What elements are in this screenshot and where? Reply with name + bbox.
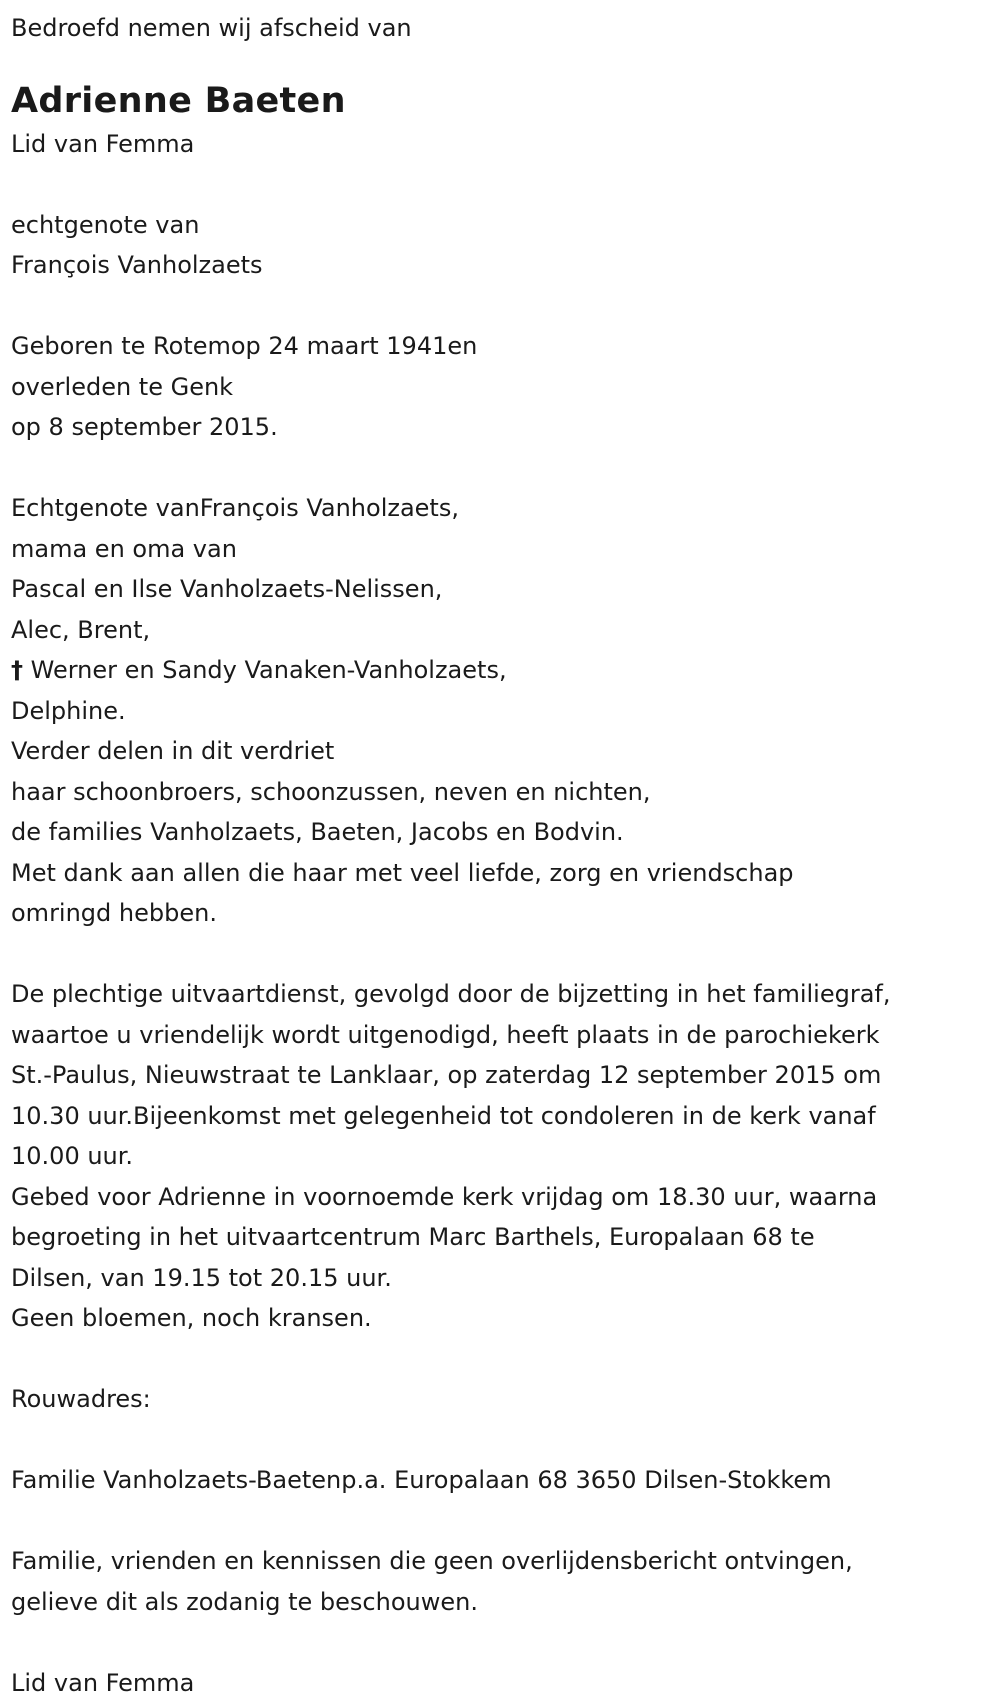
spacer [11, 164, 989, 205]
deceased-membership: Lid van Femma [11, 129, 195, 158]
prayer-line: begroeting in het uitvaartcentrum Marc Barthels, Europalaan 68 te [11, 1223, 815, 1251]
deceased-name: Adrienne Baeten [11, 80, 346, 121]
spacer [11, 1420, 989, 1461]
birth-line: Geboren te Rotemop 24 maart 1941en [11, 332, 478, 360]
address-value: Familie Vanholzaets-Baetenp.a. Europalaan 68 3650 Dilsen-Stokkem [11, 1466, 832, 1494]
family-section [11, 488, 989, 934]
cross-icon: † [11, 656, 23, 684]
footer-membership: Lid van Femma [11, 1668, 195, 1697]
service-line: St.-Paulus, Nieuwstraat te Lanklaar, op zaterdag 12 september 2015 om [11, 1061, 882, 1089]
spouse-label: echtgenote van [11, 210, 200, 239]
spacer [11, 448, 989, 489]
address-label: Rouwadres: [11, 1385, 151, 1413]
notice-line: Familie, vrienden en kennissen die geen overlijdensbericht ontvingen, [11, 1547, 853, 1575]
service-section [11, 974, 989, 1339]
prayer-line: Gebed voor Adrienne in voornoemde kerk vrijdag om 18.30 uur, waarna [11, 1182, 878, 1211]
spacer [11, 1501, 989, 1542]
death-place-line: overleden te Genk [11, 372, 234, 401]
family-child-line: Pascal en Ilse Vanholzaets-Nelissen, [11, 575, 443, 603]
prayer-line: Dilsen, van 19.15 tot 20.15 uur. [11, 1263, 392, 1292]
service-line: waartoe u vriendelijk wordt uitgenodigd, heeft plaats in de parochiekerk [11, 1020, 880, 1049]
family-thanks-line: omringd hebben. [11, 899, 217, 927]
service-line: De plechtige uitvaartdienst, gevolgd door de bijzetting in het familiegraf, [11, 980, 891, 1008]
family-child-line [11, 650, 989, 691]
family-grandchildren-line: Delphine. [11, 696, 126, 725]
spacer [11, 1622, 989, 1663]
family-grandchildren-line: Alec, Brent, [11, 615, 151, 644]
death-date-line: op 8 september 2015. [11, 413, 278, 441]
family-families-line: de families Vanholzaets, Baeten, Jacobs en Bodvin. [11, 818, 624, 846]
family-spouse-line: Echtgenote vanFrançois Vanholzaets, [11, 494, 459, 522]
flowers-line: Geen bloemen, noch kransen. [11, 1304, 372, 1332]
family-thanks-line: Met dank aan allen die haar met veel liefde, zorg en vriendschap [11, 858, 794, 887]
family-child-name: Werner en Sandy Vanaken-Vanholzaets, [30, 656, 507, 684]
service-line: 10.00 uur. [11, 1142, 134, 1170]
intro-text: Bedroefd nemen wij afscheid van [11, 14, 412, 42]
family-share-line: Verder delen in dit verdriet [11, 737, 335, 765]
spacer [11, 934, 989, 975]
spacer [11, 286, 989, 327]
family-relatives-line: haar schoonbroers, schoonzussen, neven en nichten, [11, 777, 651, 806]
family-mother-line: mama en oma van [11, 534, 237, 563]
service-line: 10.30 uur.Bijeenkomst met gelegenheid tot condoleren in de kerk vanaf [11, 1101, 876, 1130]
spouse-name: François Vanholzaets [11, 251, 263, 279]
spacer [11, 1339, 989, 1380]
notice-line: gelieve dit als zodanig te beschouwen. [11, 1587, 478, 1616]
